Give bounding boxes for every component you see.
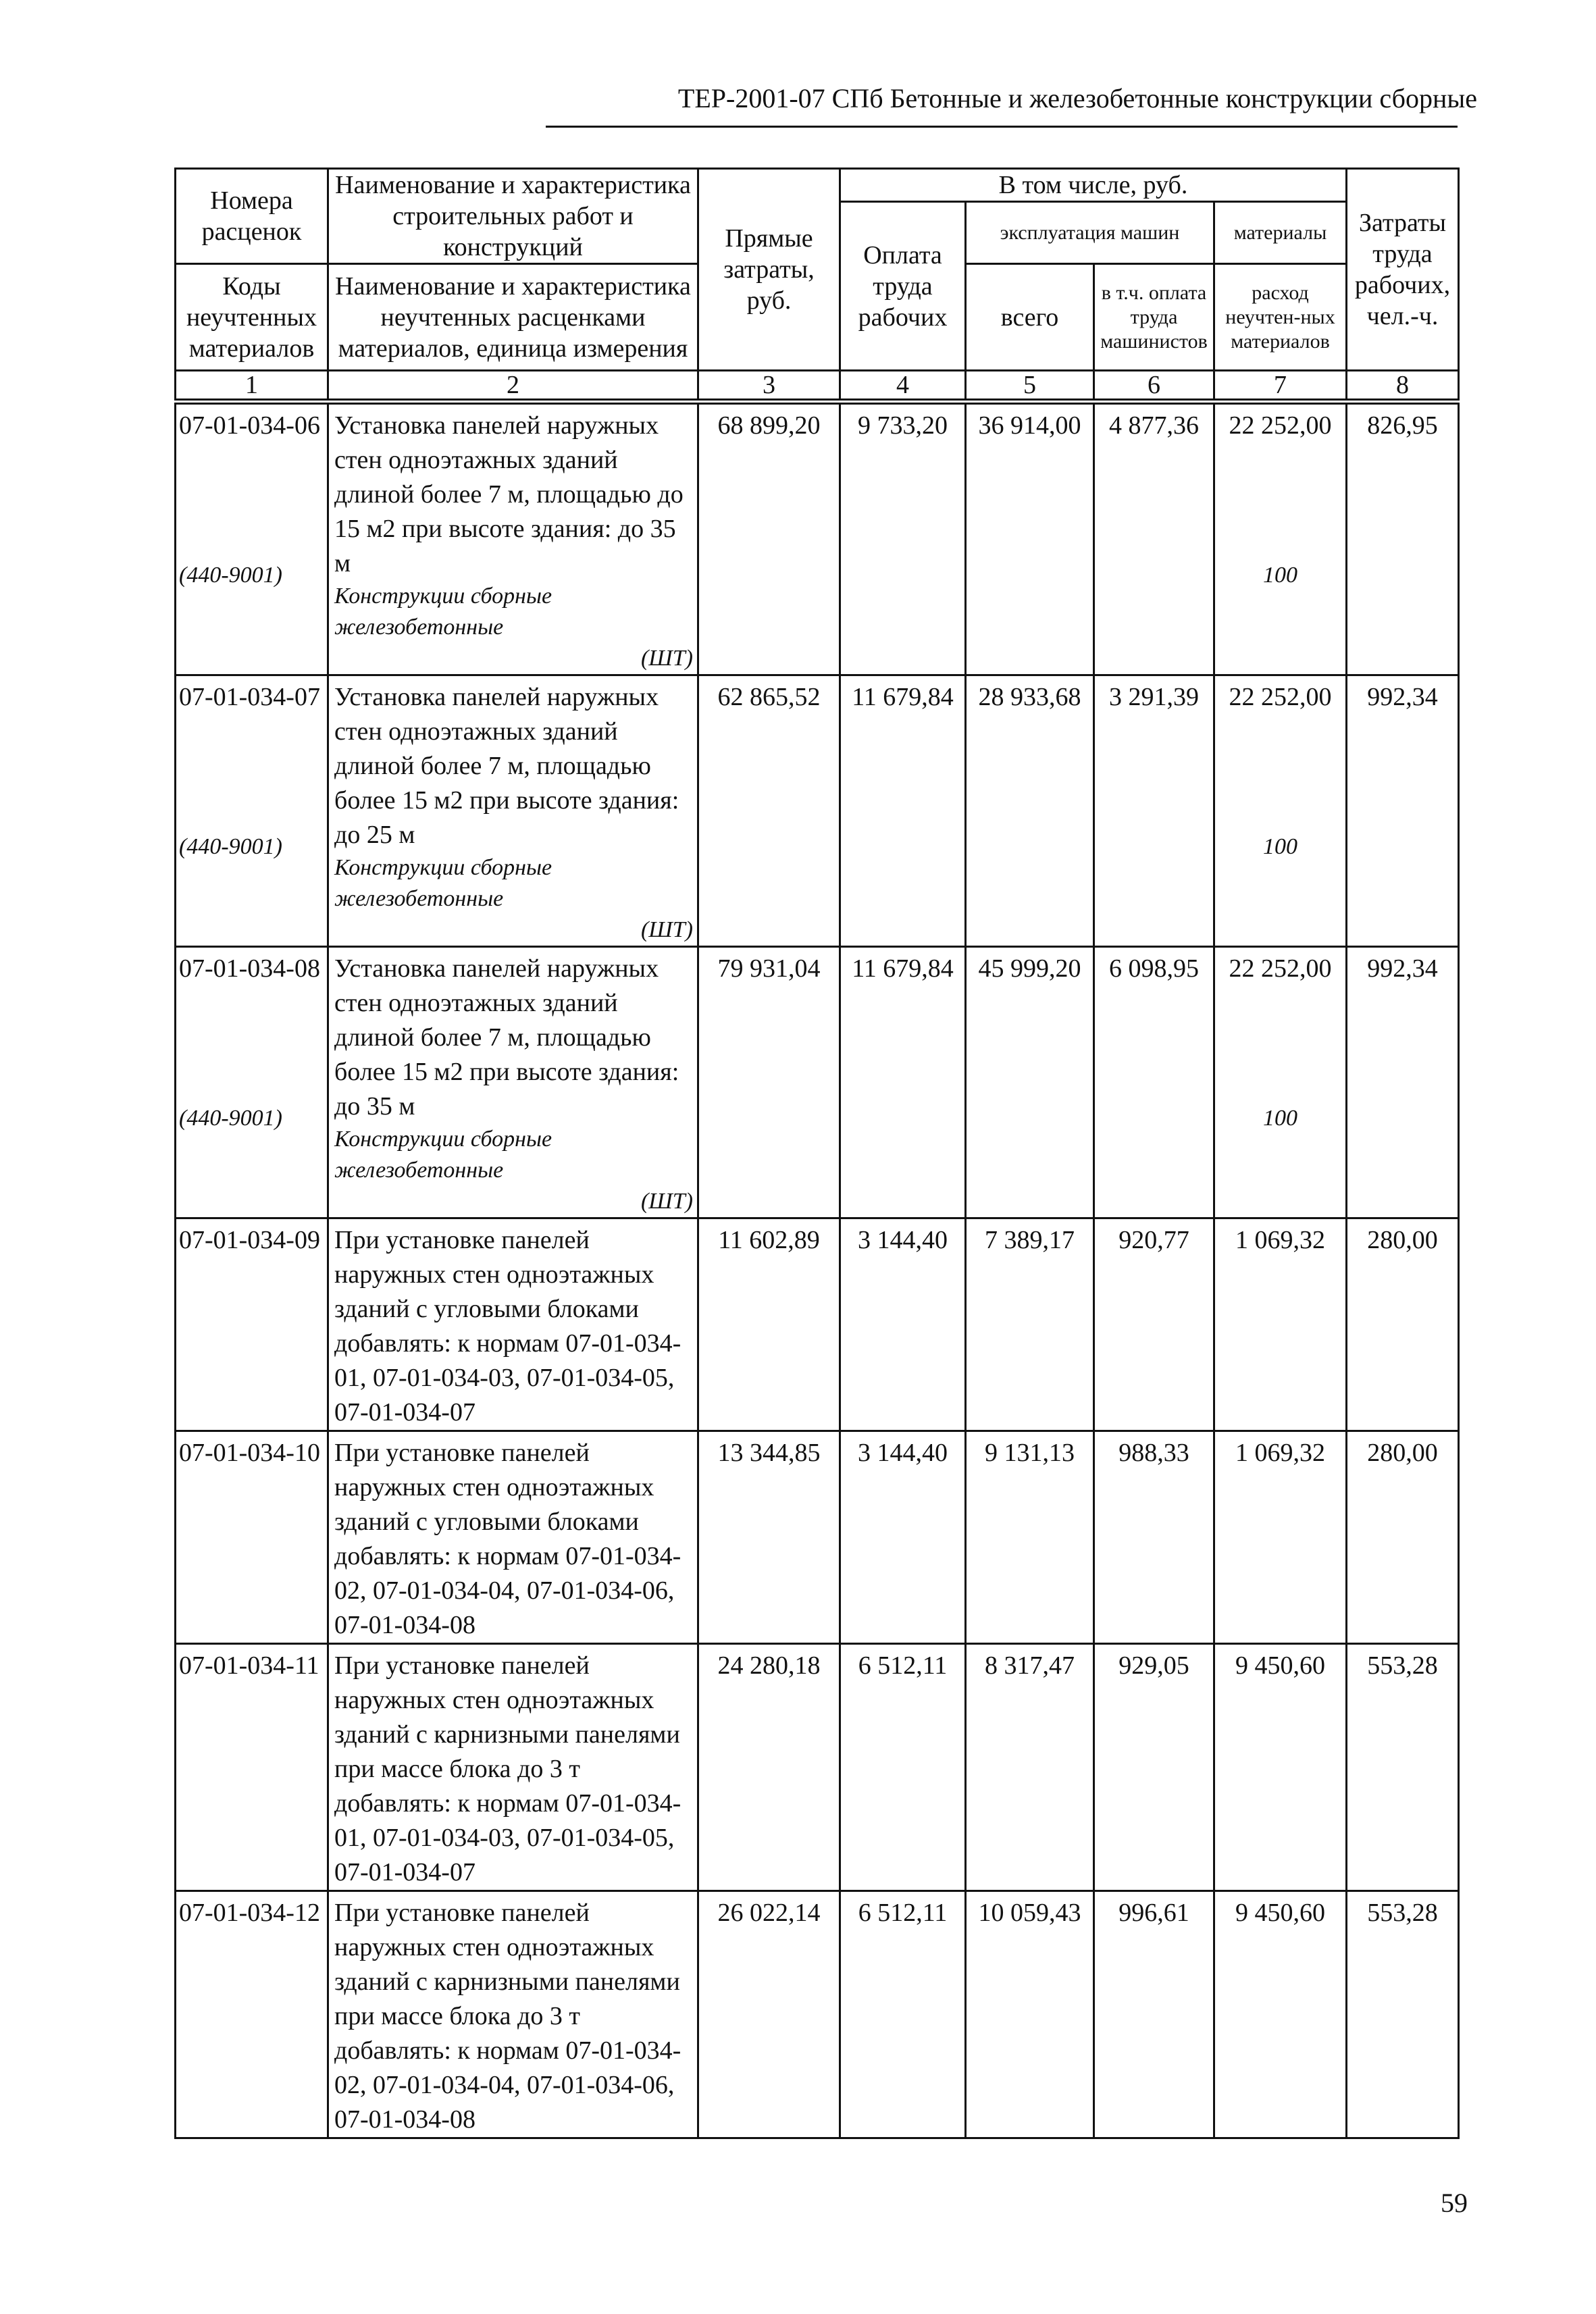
header-rate-number: Номера расценок	[176, 169, 328, 264]
material-code: (440-9001)	[179, 1106, 282, 1131]
work-description: При установке панелей наружных стен одноэтажных зданий с карнизными панелями при массе блока до 3 т добавлять: к нормам 07-01-034-01, 07-01-034-03, 07-01-034-05, 07-01-034-07	[334, 1651, 681, 1886]
direct-costs: 68 899,20	[698, 404, 840, 675]
labor-hours: 280,00	[1347, 1218, 1459, 1431]
rate-code: 07-01-034-10	[179, 1439, 320, 1467]
material-quantity: 100	[1263, 563, 1297, 588]
machines-total: 9 131,13	[966, 1431, 1094, 1644]
direct-costs: 79 931,04	[698, 947, 840, 1218]
machines-total: 8 317,47	[966, 1644, 1094, 1891]
header-labor-pay: Оплата труда рабочих	[840, 202, 966, 371]
work-description: Установка панелей наружных стен одноэтажных зданий длиной более 7 м, площадью более 15 м2 при высоте здания: до 25 м	[334, 683, 679, 849]
labor-pay: 6 512,11	[840, 1644, 966, 1891]
table-row	[176, 947, 1459, 1218]
document-title: ТЕР-2001-07 СПб Бетонные и железобетонные конструкции сборные	[677, 83, 1477, 113]
materials-cost: 9 450,60	[1214, 1891, 1347, 2138]
labor-hours: 553,28	[1347, 1644, 1459, 1891]
header-number: 3	[698, 371, 840, 400]
rate-code: 07-01-034-08	[179, 954, 320, 983]
direct-costs: 26 022,14	[698, 1891, 840, 2138]
labor-hours: 992,34	[1347, 947, 1459, 1218]
material-code: (440-9001)	[179, 563, 282, 588]
header-number: 8	[1347, 371, 1459, 400]
rate-code: 07-01-034-11	[179, 1651, 319, 1680]
material-name: Конструкции сборные железобетонные	[334, 855, 552, 911]
table-row	[176, 1431, 1459, 1644]
header-number: 5	[966, 371, 1094, 400]
direct-costs: 24 280,18	[698, 1644, 840, 1891]
page-number: 59	[1441, 2188, 1468, 2218]
labor-pay: 9 733,20	[840, 404, 966, 675]
materials-cost: 1 069,32	[1214, 1431, 1347, 1644]
material-unit: (ШТ)	[640, 1189, 693, 1214]
machines-total: 45 999,20	[966, 947, 1094, 1218]
material-quantity: 100	[1263, 1106, 1297, 1131]
work-description: При установке панелей наружных стен одноэтажных зданий с угловыми блоками добавлять: к нормам 07-01-034-02, 07-01-034-04, 07-01-034-06, 07-01-034-08	[334, 1439, 681, 1639]
direct-costs: 13 344,85	[698, 1431, 840, 1644]
material-code: (440-9001)	[179, 834, 282, 859]
machinists-pay: 929,05	[1094, 1644, 1214, 1891]
table-row	[176, 1218, 1459, 1431]
machines-total: 10 059,43	[966, 1891, 1094, 2138]
direct-costs: 11 602,89	[698, 1218, 840, 1431]
materials-cost: 1 069,32	[1214, 1218, 1347, 1431]
direct-costs: 62 865,52	[698, 675, 840, 947]
machinists-pay: 920,77	[1094, 1218, 1214, 1431]
header-materials: материалы	[1214, 202, 1347, 264]
header-including: В том числе, руб.	[840, 169, 1347, 202]
header-number: 2	[328, 371, 698, 400]
header-rule	[546, 126, 1458, 128]
table-row	[176, 1644, 1459, 1891]
work-description: Установка панелей наружных стен одноэтажных зданий длиной более 7 м, площадью более 15 м2 при высоте здания: до 35 м	[334, 954, 679, 1121]
rate-code: 07-01-034-07	[179, 683, 320, 711]
machines-total: 36 914,00	[966, 404, 1094, 675]
table-row	[176, 1891, 1459, 2138]
rate-code: 07-01-034-09	[179, 1226, 320, 1254]
table-row	[176, 404, 1459, 675]
material-name: Конструкции сборные железобетонные	[334, 584, 552, 640]
material-name: Конструкции сборные железобетонные	[334, 1127, 552, 1183]
labor-pay: 3 144,40	[840, 1218, 966, 1431]
labor-pay: 11 679,84	[840, 675, 966, 947]
labor-hours: 826,95	[1347, 404, 1459, 675]
header-number: 7	[1214, 371, 1347, 400]
header-unaccounted-materials: расход неучтен-ных материалов	[1214, 264, 1347, 371]
materials-cost: 22 252,00	[1229, 954, 1332, 983]
header-material-codes: Коды неучтенных материалов	[176, 264, 328, 371]
header-machinists-pay: в т.ч. оплата труда машинистов	[1094, 264, 1214, 371]
header-labor-hours: Затраты труда рабочих, чел.-ч.	[1347, 169, 1459, 371]
header-work-name: Наименование и характеристика строительных работ и конструкций	[328, 169, 698, 264]
machinists-pay: 6 098,95	[1094, 947, 1214, 1218]
header-machines-total: всего	[966, 264, 1094, 371]
machinists-pay: 4 877,36	[1094, 404, 1214, 675]
rate-code: 07-01-034-12	[179, 1899, 320, 1927]
material-unit: (ШТ)	[640, 646, 693, 671]
labor-pay: 3 144,40	[840, 1431, 966, 1644]
work-description: При установке панелей наружных стен одноэтажных зданий с карнизными панелями при массе блока до 3 т добавлять: к нормам 07-01-034-02, 07-01-034-04, 07-01-034-06, 07-01-034-08	[334, 1899, 681, 2134]
machines-total: 7 389,17	[966, 1218, 1094, 1431]
labor-pay: 6 512,11	[840, 1891, 966, 2138]
work-description: Установка панелей наружных стен одноэтажных зданий длиной более 7 м, площадью до 15 м2 при высоте здания: до 35 м	[334, 411, 684, 577]
header-material-names: Наименование и характеристика неучтенных расценками материалов, единица измерения	[328, 264, 698, 371]
machinists-pay: 996,61	[1094, 1891, 1214, 2138]
labor-hours: 553,28	[1347, 1891, 1459, 2138]
header-number: 1	[176, 371, 328, 400]
header-machines: эксплуатация машин	[966, 202, 1214, 264]
machines-total: 28 933,68	[966, 675, 1094, 947]
header-direct-costs: Прямые затраты, руб.	[698, 169, 840, 371]
table-row	[176, 675, 1459, 947]
materials-cost: 9 450,60	[1214, 1644, 1347, 1891]
material-unit: (ШТ)	[640, 917, 693, 942]
machinists-pay: 988,33	[1094, 1431, 1214, 1644]
rate-code: 07-01-034-06	[179, 411, 320, 440]
rates-table	[174, 403, 1460, 2139]
labor-hours: 280,00	[1347, 1431, 1459, 1644]
materials-cost: 22 252,00	[1229, 683, 1332, 711]
header-number: 4	[840, 371, 966, 400]
table-header	[174, 168, 1460, 401]
labor-hours: 992,34	[1347, 675, 1459, 947]
header-number: 6	[1094, 371, 1214, 400]
work-description: При установке панелей наружных стен одноэтажных зданий с угловыми блоками добавлять: к нормам 07-01-034-01, 07-01-034-03, 07-01-034-05, 07-01-034-07	[334, 1226, 681, 1426]
labor-pay: 11 679,84	[840, 947, 966, 1218]
machinists-pay: 3 291,39	[1094, 675, 1214, 947]
materials-cost: 22 252,00	[1229, 411, 1332, 440]
material-quantity: 100	[1263, 834, 1297, 859]
